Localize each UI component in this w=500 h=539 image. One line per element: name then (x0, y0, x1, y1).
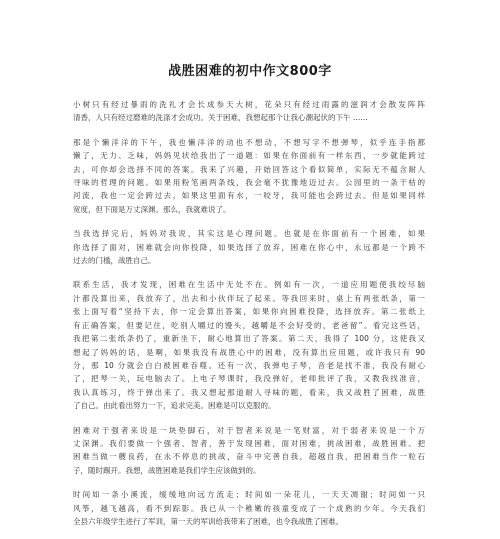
text-line: 想起了妈妈的话，是啊，如果我没有战胜心中的困难，没有算出应用题，或许我只有 90 (73, 347, 425, 357)
text-line: 过去的门槛，战胜自己。 (73, 256, 156, 266)
text-line: 懒了，无力、乏味，妈妈见状给我出了一道题：如果在你面前有一样东西，一步就能跨过 (73, 151, 425, 161)
text-line: 宽度，但下面是万丈深渊。那么，我就难说了。 (73, 204, 231, 214)
text-line: 子，随时踢开。我想，战胜困难是我们学生应该做到的。 (73, 465, 261, 475)
text-line: 我认真练习，终于弹出来了。我又想起那道耐人寻味的题，看来，我又战胜了困难，战胜 (73, 387, 425, 397)
text-line: 当我选择完后，妈妈对我说，其实这是心理问题。也就是在你面前有一个困难，如果 (73, 229, 425, 239)
paragraph (73, 424, 425, 478)
text-line: 河流，我也一定会跨过去，如果这里面有水，一咬牙，我可能也会跨过去。但是如果同样 (73, 191, 425, 201)
text-line: 风筝，越飞越高，看不到踪影。我已从一个稚嫩的孩童变成了一个成熟的少年。今天我们 (73, 503, 425, 513)
text-line: 困难当做一艘良药，在永不停息的挑战，奋斗中完善自我，超越自我，把困难当作一粒石 (73, 452, 425, 462)
text-line: 全县六年级学生进行了军训，第一天的军训给我带来了困难，也令我战胜了困难。 (73, 516, 343, 526)
text-line: 了自己。由此看出努力一下，追求完美。困难是可以克服的。 (73, 401, 276, 411)
text-line: 分，那 10 分就会白白被困难吞噬。还有一次，我弹电子琴，音老是找不准，我没有耐心 (73, 360, 425, 370)
document-body (73, 98, 425, 539)
paragraph (73, 98, 425, 125)
paragraph (73, 227, 425, 267)
text-line: 去，可你却会选择不同的答案。我来了兴趣，开始回答这个看似简单，实际无不蕴含耐人 (73, 164, 425, 174)
text-line: 张上面写着“坚持下去，你一定会算出答案，如果你向困难投降，选择放弃。第二张纸上 (73, 307, 425, 317)
text-line: 有正确答案，但要记住，吃别人嚼过的馒头，越嚼是不会好受的，老爸留”。看完这些话， (73, 320, 425, 330)
paragraph (73, 488, 425, 528)
text-line: 清香，人只有经过磨难的洗涤才会成功。关于困难，我想起那个让我心潮起伏的下午 …… (73, 113, 368, 123)
paragraph (73, 278, 425, 412)
text-line: 汁都没算出来，我放弃了，出去和小伙伴玩了起来。等我回来时，桌上有两张纸条，第一 (73, 293, 425, 303)
text-line: 寻味的哲理的问题。如果用粉笔画两条线，我会毫不犹豫地迈过去。公园里的一条干枯的 (73, 178, 425, 188)
text-line: 你选择了面对，困难就会向你投降，如果选择了放弃，困难在你心中，永远都是一个跨不 (73, 242, 425, 252)
text-line: 困难对于强者来说是一块垫脚石，对于智者来说是一笔财富，对于弱者来说是一个万 (73, 425, 425, 435)
text-line: 了，把琴一关，玩电脑去了。上电子琴课时，我没弹好，老师批评了我，又教我找准音， (73, 374, 425, 384)
text-line: 小树只有经过暴雨的洗礼才会长成参天大树，花朵只有经过雨露的滋润才会散发阵阵 (73, 100, 425, 109)
text-line: 那是个懒洋洋的下午，我也懒洋洋的动也不想动，不想写字不想弹琴，似乎连手指都 (73, 137, 425, 147)
paragraph (73, 136, 425, 216)
document-title: 战胜困难的初中作文800字 (168, 64, 332, 79)
text-line: 我把第二张纸条扔了，重新坐下，耐心地算出了答案。第二天，我得了 100 分，这使我又 (73, 334, 425, 344)
text-line: 联系生活，我才发现，困难在生活中无处不在。例如有一次，一道应用题使我绞尽脑 (73, 280, 425, 290)
text-line: 丈深渊。我们要做一个强者、智者，善于发现困难，面对困难，挑战困难，战胜困难。把 (73, 438, 425, 448)
text-line: 时间如一条小溪流，缓缓地向远方流走；时间如一朵花儿，一天天凋谢；时间如一只 (73, 490, 425, 500)
